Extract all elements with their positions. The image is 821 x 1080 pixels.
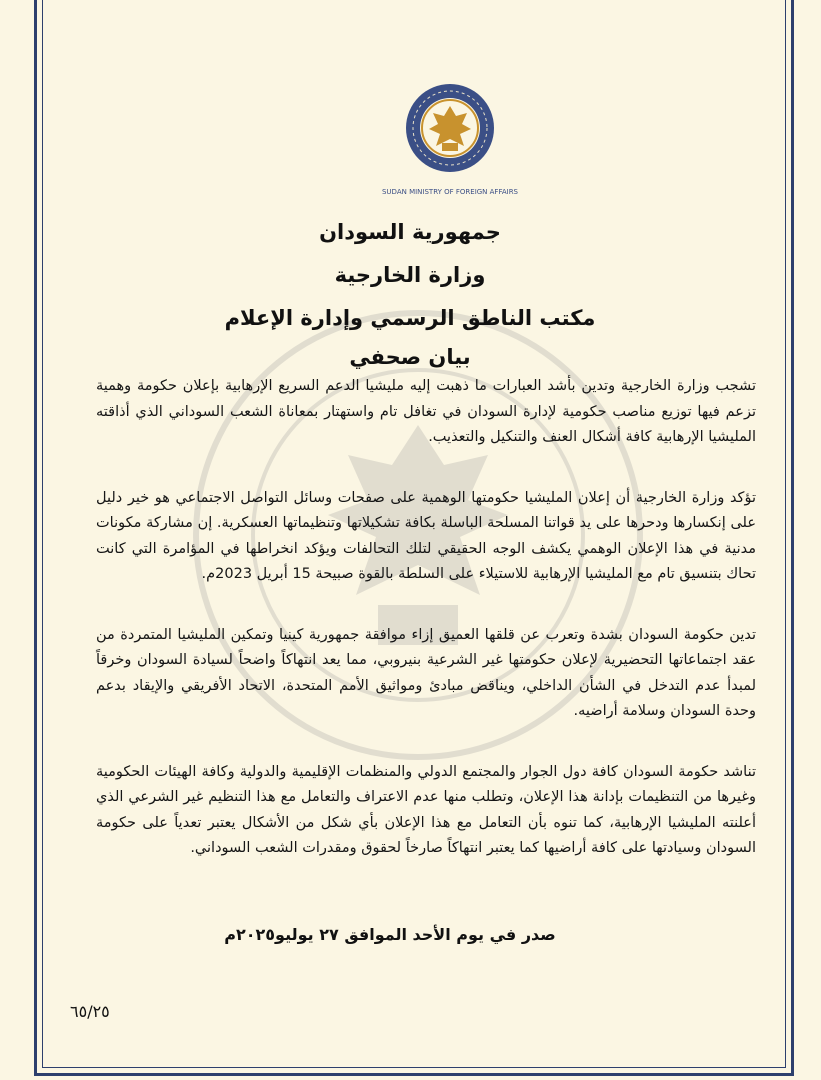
ministry-seal-icon: [381, 82, 519, 200]
paragraph-1: تشجب وزارة الخارجية وتدين بأشد العبارات ما ذهبت إليه مليشيا الدعم السريع الإرهابية بإعلان حكومة وهمية تزعم فيها توزيع مناصب حكومية لإدارة السودان في تغافل تام واستهتار بمعاناة الشعب السوداني الذي أذاقته المليشيا الإرهابية كافة أشكال العنف والتنكيل والتعذيب.: [96, 378, 756, 445]
issue-date: صدر في يوم الأحد الموافق ٢٧ يوليو٢٠٢٥م: [224, 925, 556, 944]
office-title: مكتب الناطق الرسمي وإدارة الإعلام: [224, 306, 596, 330]
paragraph-4: تناشد حكومة السودان كافة دول الجوار والمجتمع الدولي والمنظمات الإقليمية والدولية وكافة الهيئات الحكومية وغيرها من التنظيمات بإدانة هذا الإعلان، وتطلب منها عدم الاعتراف والتعامل مع هذا التنظيم غير الشرعي الذي أعلنته المليشيا الإرهابية، كما تنوه بأن التعامل مع هذا الإعلان بأي شكل من الأشكال يعتبر تعدياً على حكومة السودان وسيادتها على كافة أراضيها كما يعتبر انتهاكاً صارخاً لحقوق ومقدرات الشعب السوداني.: [96, 763, 756, 856]
country-title: جمهورية السودان: [319, 220, 501, 244]
reference-number: ٦٥/٢٥: [70, 1002, 110, 1021]
seal-english-text: SUDAN MINISTRY OF FOREIGN AFFAIRS: [381, 188, 519, 196]
statement-body: [96, 374, 756, 897]
letterhead: [60, 212, 760, 368]
paragraph-2: تؤكد وزارة الخارجية أن إعلان المليشيا حكومتها الوهمية على صفحات وسائل التواصل الاجتماعي هو خير دليل على إنكسارها ودحرها على يد قواتنا المسلحة الباسلة بكافة تشكيلاتها وتنظيماتها العسكرية. إن مشاركة مكونات مدنية في هذا الإعلان الوهمي يكشف الوجه الحقيقي لتلك التحالفات ويؤكد انخراطها في المؤامرة التي كانت تحاك بتنسيق تام مع المليشيا الإرهابية للاستيلاء على السلطة بالقوة صبيحة 15 أبريل 2023م.: [96, 489, 756, 582]
document-type: بيان صحفي: [349, 345, 471, 369]
ministry-title: وزارة الخارجية: [334, 263, 486, 287]
paragraph-3: تدين حكومة السودان بشدة وتعرب عن قلقها العميق إزاء موافقة جمهورية كينيا وتمكين المليشيا المتمردة من عقد اجتماعاتها التحضيرية لإعلان حكومتها غير الشرعية بنيروبي، مما يعد انتهاكاً واضحاً لسيادة السودان وخرقاً لمبدأ عدم التدخل في الشأن الداخلي، ويناقض مبادئ ومواثيق الأمم المتحدة، الاتحاد الأفريقي والإيقاد بدعم وحدة السودان وسلامة أراضيه.: [96, 626, 756, 719]
